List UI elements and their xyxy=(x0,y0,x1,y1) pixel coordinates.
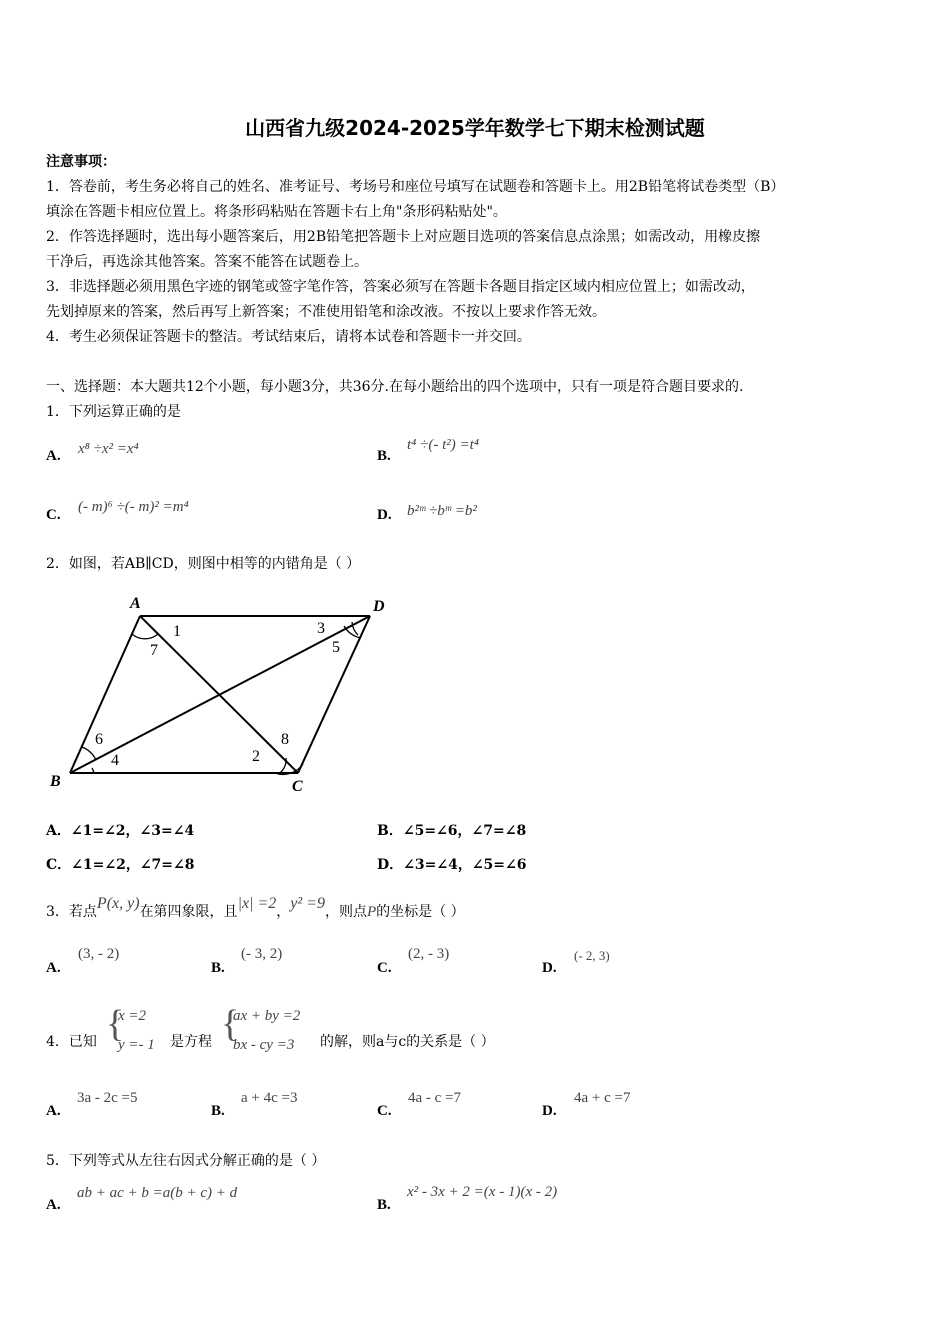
q4-stem-c: 的解，则a与c的关系是（ ） xyxy=(320,1034,495,1050)
angle-label-7: 7 xyxy=(150,642,158,659)
q2-option-b-label: B． xyxy=(377,823,403,839)
q4-stem-a: 4．已知 xyxy=(46,1034,97,1050)
q3-stem-part: ，则点 xyxy=(324,904,367,920)
q1-option-b-label: B. xyxy=(377,448,391,464)
notes-line: 2．作答选择题时，选出每小题答案后，用2B铅笔把答题卡上对应题目选项的答案信息点涂黑；如需改动，用橡皮擦 xyxy=(46,229,761,245)
q4-brace-2: { xyxy=(221,1003,240,1045)
angle-label-8: 8 xyxy=(281,731,289,748)
q1-option-d-label: D. xyxy=(377,507,392,523)
question-5-stem: 5．下列等式从左往右因式分解正确的是（ ） xyxy=(46,1153,326,1169)
notes-line: 干净后，再选涂其他答案。答案不能答在试题卷上。 xyxy=(46,254,368,270)
q5-option-b-expr: x² - 3x + 2 =(x - 1)(x - 2) xyxy=(407,1184,558,1200)
vertex-label-c: C xyxy=(292,778,303,795)
notes-line: 先划掉原来的答案，然后再写上新答案；不准使用铅笔和涂改液。不按以上要求作答无效。 xyxy=(46,304,606,320)
q2-option-c-label: C． xyxy=(46,857,72,873)
q4-option-b-expr: a + 4c =3 xyxy=(241,1090,298,1106)
q3-condition-2: y² =9 xyxy=(290,895,325,912)
vertex-label-b: B xyxy=(50,773,61,790)
q5-option-a-expr: ab + ac + b =a(b + c) + d xyxy=(77,1185,238,1201)
q2-option-a-text: ∠1=∠2，∠3=∠4 xyxy=(70,823,195,839)
q3-option-b-expr: (- 3, 2) xyxy=(241,946,283,962)
q4-system-1-eq1: x =2 xyxy=(118,1008,147,1024)
notes-section xyxy=(46,150,908,350)
q4-brace-1: { xyxy=(106,1003,125,1045)
q3-condition-1: |x| =2 xyxy=(237,895,277,912)
q4-option-d-expr: 4a + c =7 xyxy=(574,1090,631,1106)
q1-option-a-label: A. xyxy=(46,448,61,464)
q2-option-a xyxy=(46,820,194,840)
q2-option-d-text: ∠3=∠4，∠5=∠6 xyxy=(403,857,527,873)
q3-point-name: P xyxy=(366,904,377,920)
q4-option-c-label: C. xyxy=(377,1103,392,1119)
q2-option-d-label: D． xyxy=(377,857,404,873)
q4-option-d-label: D. xyxy=(542,1103,557,1119)
angle-arc-b-outer xyxy=(82,747,96,760)
diagonal-bd xyxy=(70,616,370,773)
q4-system-2-eq2: bx - cy =3 xyxy=(233,1037,295,1053)
vertex-label-a: A xyxy=(130,595,141,612)
q4-system-1-eq2: y =- 1 xyxy=(118,1037,155,1053)
q3-stem-part: 3．若点 xyxy=(46,904,97,920)
q2-option-b-text: ∠5=∠6，∠7=∠8 xyxy=(402,823,527,839)
notes-line: 4．考生必须保证答题卡的整洁。考试结束后，请将本试卷和答题卡一并交回。 xyxy=(46,329,531,345)
q3-option-d-expr: (- 2, 3) xyxy=(574,948,610,963)
vertex-label-d: D xyxy=(373,598,385,615)
q4-system-2-eq1: ax + by =2 xyxy=(233,1008,301,1024)
angle-arc-a xyxy=(132,634,158,639)
q3-stem-part: 的坐标是（ ） xyxy=(376,904,465,920)
question-3-stem xyxy=(46,893,465,923)
q5-option-b-label: B. xyxy=(377,1197,391,1213)
q4-option-a-label: A. xyxy=(46,1103,61,1119)
q1-option-b-expr: t⁴ ÷(- t²) =t⁴ xyxy=(407,437,480,453)
angle-label-2: 2 xyxy=(252,748,260,765)
question-1-stem: 1．下列运算正确的是 xyxy=(46,404,181,420)
segment-ab xyxy=(70,616,140,773)
q3-option-d-label: D. xyxy=(542,960,557,976)
q3-option-c-label: C. xyxy=(377,960,392,976)
angle-label-3: 3 xyxy=(317,620,325,637)
q2-option-b xyxy=(377,820,526,840)
question-2-stem: 2．如图，若AB∥CD，则图中相等的内错角是（ ） xyxy=(46,556,361,572)
q1-option-c-label: C. xyxy=(46,507,61,523)
parallelogram-figure xyxy=(40,590,400,800)
section-heading: 一、选择题：本大题共12个小题，每小题3分，共36分.在每小题给出的四个选项中，只有一项是符合题目要求的. xyxy=(46,379,744,395)
q3-stem-part: 在第四象限，且 xyxy=(139,904,238,920)
q3-option-c-expr: (2, - 3) xyxy=(408,946,450,962)
notes-line: 3．非选择题必须用黑色字迹的钢笔或签字笔作答，答案必须写在答题卡各题目指定区域内相应位置上；如需改动， xyxy=(46,279,755,295)
q1-option-a-expr: x⁸ ÷x² =x⁴ xyxy=(78,441,139,457)
q4-stem-b: 是方程 xyxy=(170,1034,212,1050)
angle-label-1: 1 xyxy=(173,623,181,640)
angle-label-4: 4 xyxy=(111,752,119,769)
angle-label-5: 5 xyxy=(332,639,340,656)
q2-option-c-text: ∠1=∠2，∠7=∠8 xyxy=(71,857,195,873)
q3-separator: ， xyxy=(276,904,291,920)
q2-option-d xyxy=(377,854,527,874)
notes-line: 填涂在答题卡相应位置上。将条形码粘贴在答题卡右上角"条形码粘贴处"。 xyxy=(46,204,507,220)
q3-option-a-expr: (3, - 2) xyxy=(78,946,120,962)
q3-point: P(x, y) xyxy=(96,895,140,912)
page-title: 山西省九级2024-2025学年数学七下期末检测试题 xyxy=(245,116,705,140)
q2-option-c xyxy=(46,854,195,874)
q3-option-a-label: A. xyxy=(46,960,61,976)
q4-option-a-expr: 3a - 2c =5 xyxy=(77,1090,138,1106)
notes-line: 1．答卷前，考生务必将自己的姓名、准考证号、考场号和座位号填写在试题卷和答题卡上。用2B铅笔将试卷类型（B） xyxy=(46,179,785,195)
angle-label-6: 6 xyxy=(95,731,103,748)
q3-option-b-label: B. xyxy=(211,960,225,976)
q1-option-c-expr: (- m)⁶ ÷(- m)² =m⁴ xyxy=(78,499,189,515)
q4-option-b-label: B. xyxy=(211,1103,225,1119)
q5-option-a-label: A. xyxy=(46,1197,61,1213)
notes-heading: 注意事项： xyxy=(46,154,116,170)
q2-option-a-label: A． xyxy=(46,823,71,839)
q4-option-c-expr: 4a - c =7 xyxy=(408,1090,462,1106)
q1-option-d-expr: b²ᵐ ÷bᵐ =b² xyxy=(407,503,477,519)
